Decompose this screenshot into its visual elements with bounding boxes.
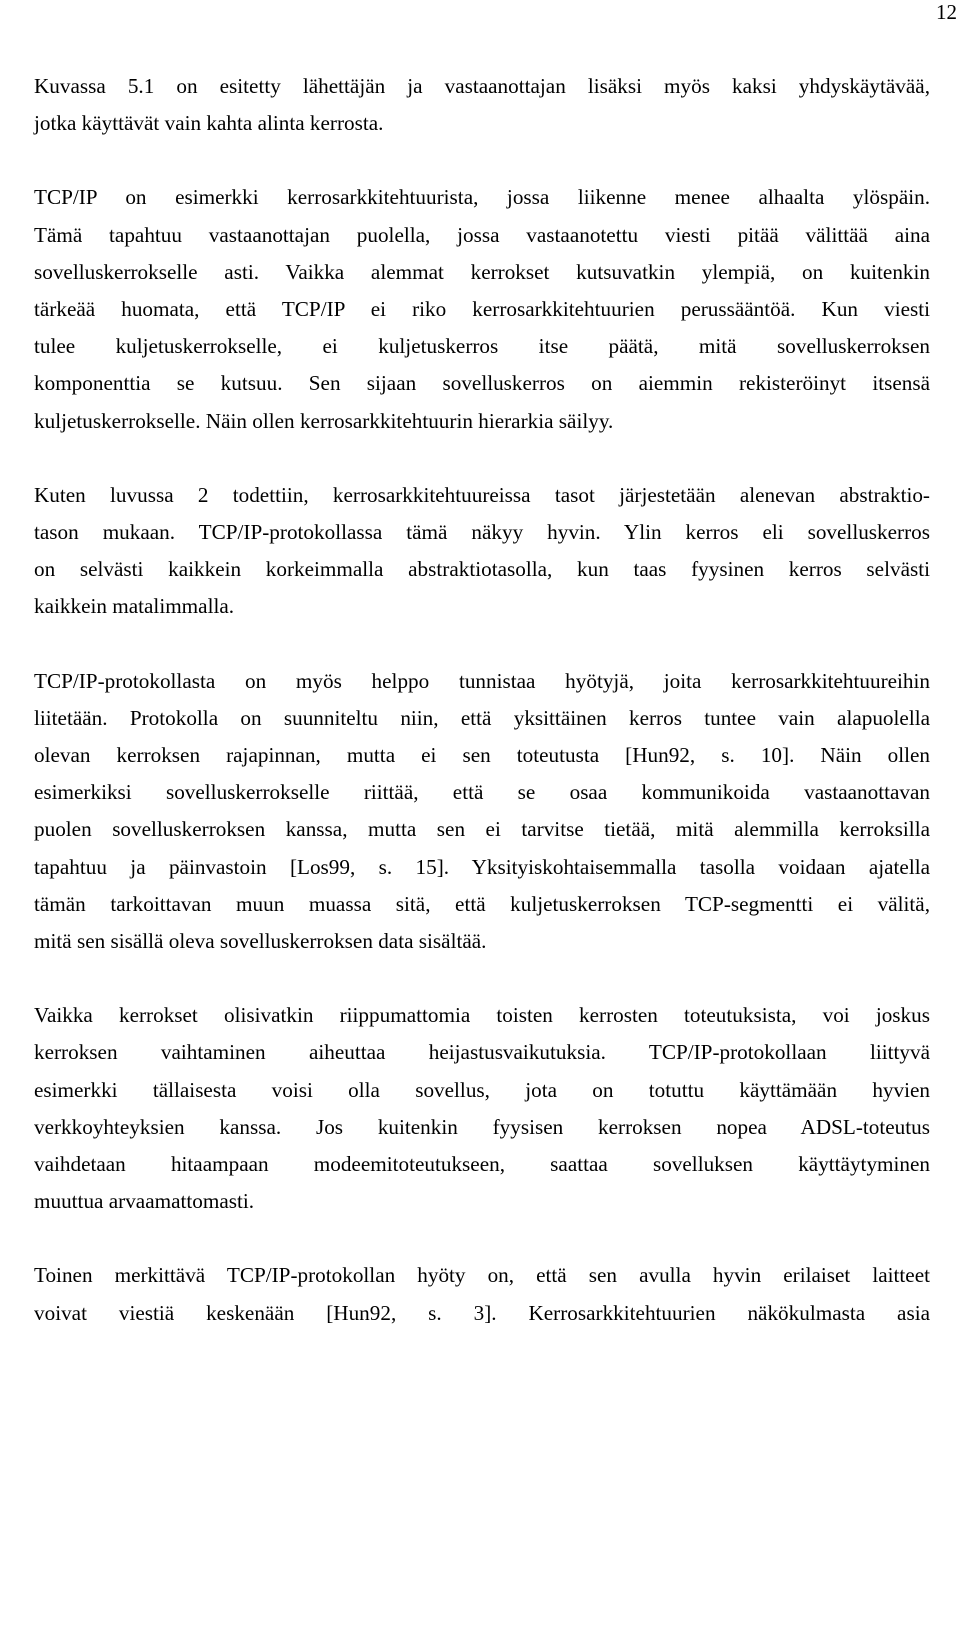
text-line: tärkeää huomata, että TCP/IP ei riko kerrosarkkitehtuurien perussääntöä. Kun viesti <box>34 297 930 322</box>
text-line: TCP/IP on esimerkki kerrosarkkitehtuurista, jossa liikenne menee alhaalta ylöspäin. <box>34 185 930 210</box>
text-line: Vaikka kerrokset olisivatkin riippumattomia toisten kerrosten toteutuksista, voi joskus <box>34 1003 930 1028</box>
text-line: muuttua arvaamattomasti. <box>34 1189 255 1214</box>
text-line: liitetään. Protokolla on suunniteltu niin, että yksittäinen kerros tuntee vain alapuolella <box>34 705 930 730</box>
text-line: tulee kuljetuskerrokselle, ei kuljetuskerros itse päätä, mitä sovelluskerroksen <box>34 334 930 359</box>
page-number: 12 <box>936 0 957 24</box>
text-line: TCP/IP-protokollasta on myös helppo tunnistaa hyötyjä, joita kerrosarkkitehtuureihin <box>34 668 930 693</box>
text-line: tason mukaan. TCP/IP-protokollassa tämä näkyy hyvin. Ylin kerros eli sovelluskerros <box>34 520 930 545</box>
text-line: Toinen merkittävä TCP/IP-protokollan hyöty on, että sen avulla hyvin erilaiset laitteet <box>34 1263 930 1288</box>
text-line: kuljetuskerrokselle. Näin ollen kerrosarkkitehtuurin hierarkia säilyy. <box>34 408 614 433</box>
document-body <box>34 68 930 1332</box>
text-line: esimerkki tällaisesta voisi olla sovellus, jota on totuttu käyttämään hyvien <box>34 1077 930 1102</box>
text-line: mitä sen sisällä oleva sovelluskerroksen data sisältää. <box>34 929 487 954</box>
paragraph <box>34 179 930 439</box>
paragraph-gap <box>34 1220 930 1257</box>
text-line: puolen sovelluskerroksen kanssa, mutta sen ei tarvitse tietää, mitä alemmilla kerroksilla <box>34 817 930 842</box>
text-line: sovelluskerrokselle asti. Vaikka alemmat kerrokset kutsuvatkin ylempiä, on kuitenkin <box>34 259 930 284</box>
text-line: esimerkiksi sovelluskerrokselle riittää, että se osaa kommunikoida vastaanottavan <box>34 780 930 805</box>
text-line: Tämä tapahtuu vastaanottajan puolella, jossa vastaanotettu viesti pitää välittää aina <box>34 222 930 247</box>
paragraph-gap <box>34 626 930 663</box>
paragraph <box>34 997 930 1220</box>
text-line: voivat viestiä keskenään [Hun92, s. 3]. Kerrosarkkitehtuurien näkökulmasta asia <box>34 1300 930 1325</box>
text-line: on selvästi kaikkein korkeimmalla abstraktiotasolla, kun taas fyysinen kerros selvästi <box>34 557 930 582</box>
text-line: kerroksen vaihtaminen aiheuttaa heijastusvaikutuksia. TCP/IP-protokollaan liittyvä <box>34 1040 930 1065</box>
text-line: tämän tarkoittavan muun muassa sitä, että kuljetuskerroksen TCP-segmentti ei välitä, <box>34 891 930 916</box>
text-line: jotka käyttävät vain kahta alinta kerrosta. <box>34 111 384 136</box>
text-line: Kuvassa 5.1 on esitetty lähettäjän ja vastaanottajan lisäksi myös kaksi yhdyskäytävää, <box>34 74 930 98</box>
text-line: verkkoyhteyksien kanssa. Jos kuitenkin fyysisen kerroksen nopea ADSL-toteutus <box>34 1114 930 1139</box>
paragraph <box>34 477 930 626</box>
text-line: olevan kerroksen rajapinnan, mutta ei sen toteutusta [Hun92, s. 10]. Näin ollen <box>34 743 930 768</box>
text-line: vaihdetaan hitaampaan modeemitoteutukseen, saattaa sovelluksen käyttäytyminen <box>34 1152 930 1177</box>
paragraph <box>34 68 930 142</box>
text-line: kaikkein matalimmalla. <box>34 594 235 619</box>
paragraph-gap <box>34 142 930 179</box>
text-line: komponenttia se kutsuu. Sen sijaan sovelluskerros on aiemmin rekisteröinyt itsensä <box>34 371 930 396</box>
text-line: tapahtuu ja päinvastoin [Los99, s. 15]. Yksityiskohtaisemmalla tasolla voidaan ajatella <box>34 854 930 879</box>
paragraph <box>34 663 930 961</box>
text-line: Kuten luvussa 2 todettiin, kerrosarkkitehtuureissa tasot järjestetään alenevan abstraktio- <box>34 482 930 507</box>
paragraph-gap <box>34 960 930 997</box>
paragraph-gap <box>34 440 930 477</box>
paragraph <box>34 1257 930 1331</box>
